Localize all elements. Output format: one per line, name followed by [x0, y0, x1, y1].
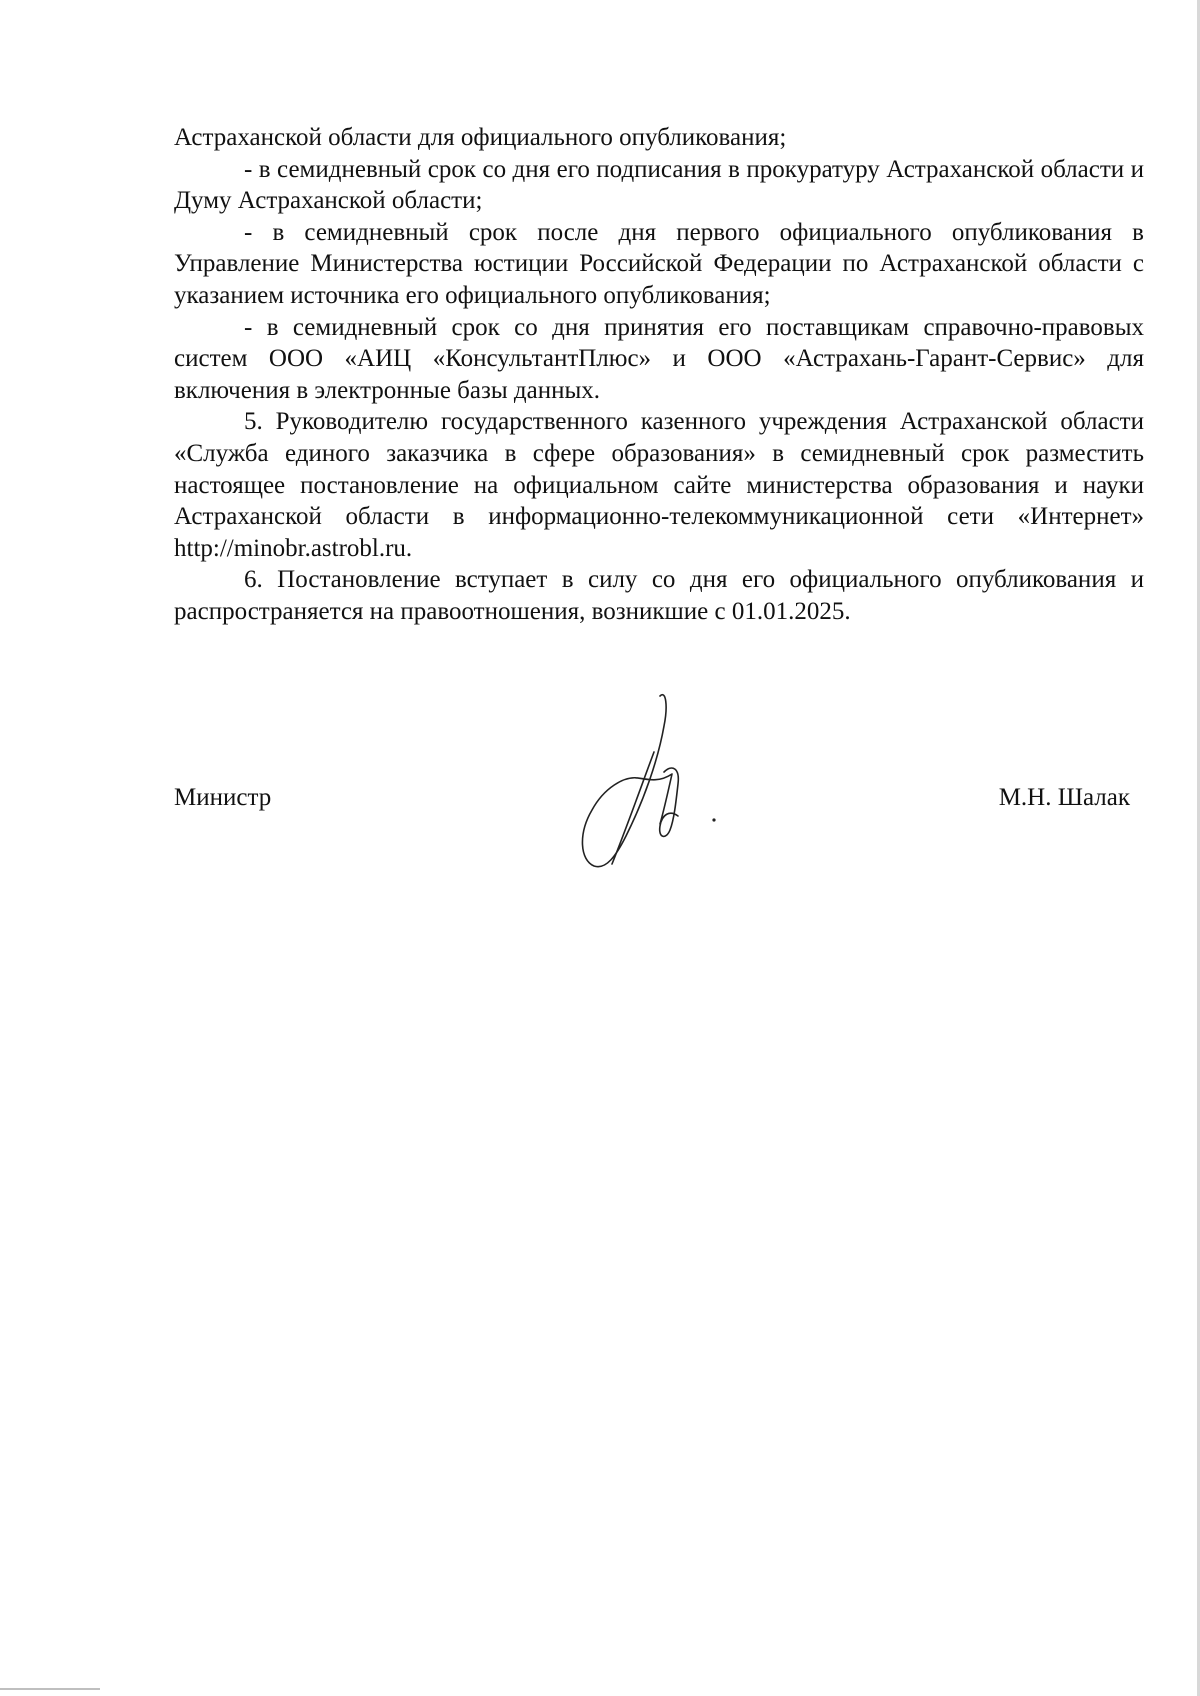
paragraph-clause-5: 5. Руководителю государственного казенного учреждения Астраханской области «Служба единого заказчика в сфере образования» в семидневный срок разместить настоящее постановление на официальном сайте министерства образования и науки Астраханской области в информационно-телекоммуникационной сети «Интернет» http://minobr.astrobl.ru. [174, 408, 1144, 562]
signature-loop [582, 695, 666, 867]
paragraph-legal-systems: - в семидневный срок со дня принятия его поставщикам справочно-правовых систем ООО «АИЦ «КонсультантПлюс» и ООО «Астрахань-Гарант-Сервис» для включения в электронные базы данных. [174, 313, 1144, 404]
paragraph-ministry-justice: - в семидневный срок после дня первого официального опубликования в Управление Министерства юстиции Российской Федерации по Астраханской области с указанием источника его официального опубликования; [174, 218, 1144, 309]
paragraph-clause-6: 6. Постановление вступает в силу со дня его официального опубликования и распространяется на правоотношения, возникшие с 01.01.2025. [174, 566, 1144, 625]
paragraph-prosecutor-duma: - в семидневный срок со дня его подписания в прокуратуру Астраханской области и Думу Астраханской области; [174, 155, 1144, 215]
scan-artifact-line [0, 1688, 100, 1690]
signer-name: М.Н. Шалак [998, 784, 1130, 811]
signature-cross-stroke [612, 752, 654, 864]
signer-position: Министр [174, 784, 272, 811]
paragraph-publication-continuation: Астраханской области для официального опубликования; [174, 124, 787, 151]
signature-dot [712, 818, 715, 821]
handwritten-signature [568, 688, 738, 878]
document-body [174, 122, 1144, 628]
